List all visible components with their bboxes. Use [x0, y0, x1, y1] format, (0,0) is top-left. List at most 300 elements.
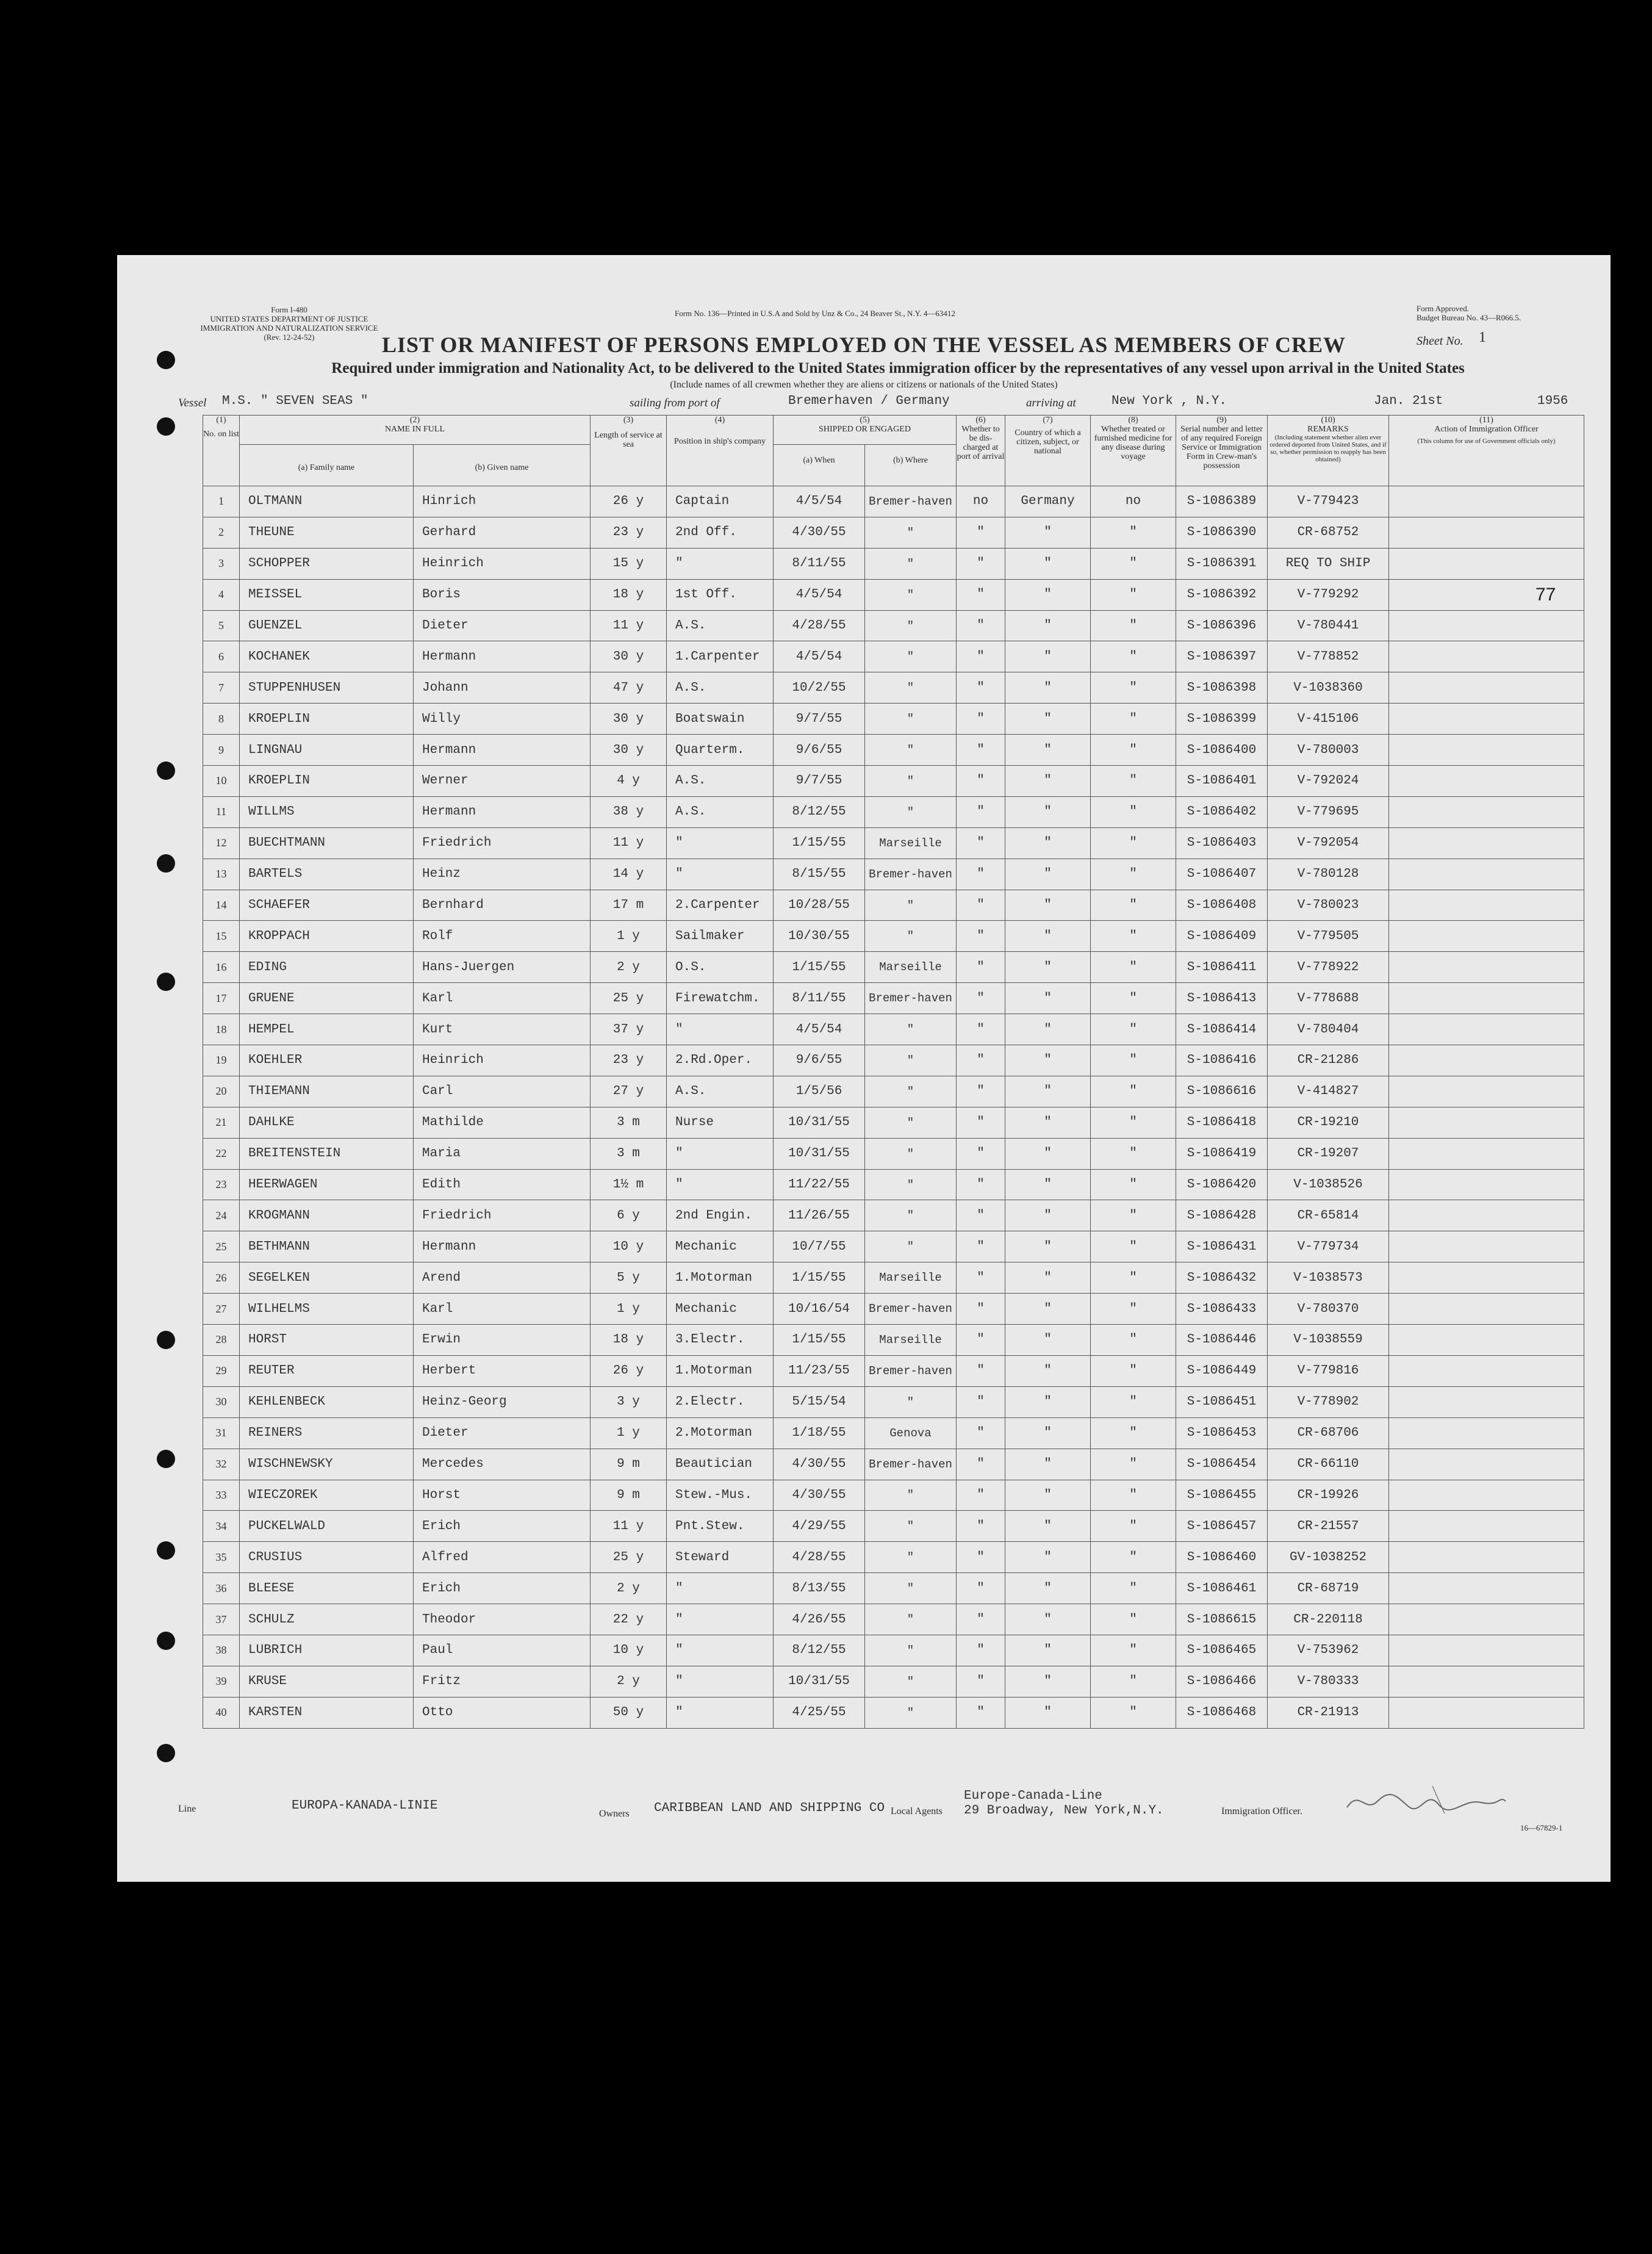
shipped-where-cell: " [865, 579, 957, 610]
serial-number-cell: S-1086419 [1176, 1138, 1268, 1169]
service-name: IMMIGRATION AND NATURALIZATION SERVICE [200, 323, 378, 333]
officer-action-cell [1389, 610, 1584, 641]
medicine-cell: " [1091, 921, 1176, 952]
service-length-cell: 23 y [591, 517, 667, 548]
officer-action-cell [1389, 1262, 1584, 1294]
country-cell: " [1005, 641, 1091, 672]
shipped-where-cell: " [865, 1511, 957, 1542]
given-name-cell: Karl [414, 1294, 591, 1325]
discharged-cell: " [957, 1169, 1005, 1200]
table-row [203, 704, 1584, 735]
remarks-cell: CR-68706 [1268, 1417, 1389, 1449]
family-name-cell: BETHMANN [240, 1231, 414, 1262]
serial-number-cell: S-1086403 [1176, 827, 1268, 859]
service-length-cell: 47 y [591, 672, 667, 704]
given-name-cell: Dieter [414, 610, 591, 641]
row-number-cell: 40 [203, 1697, 240, 1728]
shipped-when-cell: 1/5/56 [774, 1076, 865, 1107]
service-length-cell: 50 y [591, 1697, 667, 1728]
family-name-cell: REINERS [240, 1417, 414, 1449]
officer-action-cell [1389, 1542, 1584, 1573]
discharged-cell: " [957, 1635, 1005, 1666]
position-cell: Boatswain [667, 704, 774, 735]
position-cell: Steward [667, 1542, 774, 1573]
serial-number-cell: S-1086409 [1176, 921, 1268, 952]
vessel-label: Vessel [178, 397, 207, 409]
family-name-cell: CRUSIUS [240, 1542, 414, 1573]
serial-number-cell: S-1086454 [1176, 1449, 1268, 1480]
shipped-where-cell: " [865, 1542, 957, 1573]
medicine-cell: " [1091, 1355, 1176, 1386]
remarks-cell: V-778688 [1268, 983, 1389, 1014]
discharged-cell: " [957, 1014, 1005, 1045]
shipped-when-cell: 5/15/54 [774, 1386, 865, 1417]
given-name-cell: Heinrich [414, 548, 591, 579]
service-length-cell: 4 y [591, 766, 667, 797]
shipped-where-cell: " [865, 766, 957, 797]
table-row [203, 921, 1584, 952]
vessel-name: M.S. " SEVEN SEAS " [222, 394, 368, 408]
family-name-cell: EDING [240, 952, 414, 983]
family-name-cell: WIECZOREK [240, 1480, 414, 1511]
shipped-when-cell: 8/13/55 [774, 1573, 865, 1604]
given-name-cell: Friedrich [414, 1200, 591, 1231]
remarks-cell: V-1038573 [1268, 1262, 1389, 1294]
remarks-cell: V-780128 [1268, 859, 1389, 890]
remarks-cell: CR-68752 [1268, 517, 1389, 548]
service-length-cell: 11 y [591, 1511, 667, 1542]
col-number-header: (1) No. on list [203, 416, 240, 486]
shipped-where-cell: Marseille [865, 1262, 957, 1294]
given-name-cell: Hinrich [414, 486, 591, 517]
given-name-cell: Horst [414, 1480, 591, 1511]
remarks-cell: V-1038526 [1268, 1169, 1389, 1200]
country-cell: " [1005, 1697, 1091, 1728]
remarks-cell: V-792054 [1268, 827, 1389, 859]
discharged-cell: " [957, 1076, 1005, 1107]
family-name-cell: KROEPLIN [240, 766, 414, 797]
shipped-where-cell: " [865, 921, 957, 952]
row-number-cell: 14 [203, 890, 240, 921]
table-row [203, 1386, 1584, 1417]
service-length-cell: 3 m [591, 1138, 667, 1169]
given-name-cell: Erwin [414, 1325, 591, 1356]
medicine-cell: " [1091, 1542, 1176, 1573]
agents-value-1: Europe-Canada-Line [964, 1789, 1102, 1803]
shipped-where-cell: " [865, 1666, 957, 1697]
discharged-cell: " [957, 1200, 1005, 1231]
country-cell: " [1005, 548, 1091, 579]
remarks-cell: GV-1038252 [1268, 1542, 1389, 1573]
serial-number-cell: S-1086616 [1176, 1076, 1268, 1107]
service-length-cell: 37 y [591, 1014, 667, 1045]
service-length-cell: 18 y [591, 579, 667, 610]
position-cell: Beautician [667, 1449, 774, 1480]
family-name-cell: GRUENE [240, 983, 414, 1014]
shipped-where-cell: Marseille [865, 1325, 957, 1356]
family-name-cell: BLEESE [240, 1573, 414, 1604]
medicine-cell: " [1091, 983, 1176, 1014]
row-number-cell: 3 [203, 548, 240, 579]
discharged-cell: " [957, 890, 1005, 921]
discharged-cell: " [957, 983, 1005, 1014]
family-name-cell: DAHLKE [240, 1107, 414, 1138]
family-name-cell: HEERWAGEN [240, 1169, 414, 1200]
shipped-where-cell: " [865, 796, 957, 827]
medicine-cell: " [1091, 1262, 1176, 1294]
owners-value: CARIBBEAN LAND AND SHIPPING CO [654, 1801, 885, 1815]
serial-number-cell: S-1086416 [1176, 1045, 1268, 1076]
serial-number-cell: S-1086407 [1176, 859, 1268, 890]
country-cell: " [1005, 1045, 1091, 1076]
row-number-cell: 32 [203, 1449, 240, 1480]
medicine-cell: " [1091, 1294, 1176, 1325]
col-action-header: (11) Action of Immigration Officer (This column for use of Government officials only) [1389, 416, 1584, 486]
punch-hole [157, 417, 175, 436]
given-name-cell: Heinrich [414, 1045, 591, 1076]
remarks-cell: CR-65814 [1268, 1200, 1389, 1231]
family-name-cell: LUBRICH [240, 1635, 414, 1666]
family-name-cell: GUENZEL [240, 610, 414, 641]
country-cell: " [1005, 1635, 1091, 1666]
table-row [203, 1138, 1584, 1169]
medicine-cell: " [1091, 1511, 1176, 1542]
printer-line: Form No. 136—Printed in U.S.A and Sold by Unz & Co., 24 Beaver St., N.Y. 4—63412 [675, 309, 955, 318]
given-name-cell: Paul [414, 1635, 591, 1666]
shipped-when-cell: 9/7/55 [774, 766, 865, 797]
table-row [203, 735, 1584, 766]
shipped-where-cell: Marseille [865, 827, 957, 859]
medicine-cell: " [1091, 1325, 1176, 1356]
table-row [203, 1573, 1584, 1604]
position-cell: " [667, 1573, 774, 1604]
country-cell: Germany [1005, 486, 1091, 517]
given-name-cell: Mercedes [414, 1449, 591, 1480]
serial-number-cell: S-1086396 [1176, 610, 1268, 641]
table-row [203, 890, 1584, 921]
col-family-name-header: (a) Family name [240, 445, 414, 486]
margin-note: 77 [1535, 585, 1556, 605]
given-name-cell: Mathilde [414, 1107, 591, 1138]
medicine-cell: no [1091, 486, 1176, 517]
given-name-cell: Hermann [414, 1231, 591, 1262]
family-name-cell: THIEMANN [240, 1076, 414, 1107]
serial-number-cell: S-1086389 [1176, 486, 1268, 517]
given-name-cell: Arend [414, 1262, 591, 1294]
shipped-when-cell: 11/23/55 [774, 1355, 865, 1386]
discharged-cell: " [957, 766, 1005, 797]
remarks-cell: V-778852 [1268, 641, 1389, 672]
shipped-where-cell: " [865, 1169, 957, 1200]
family-name-cell: SCHAEFER [240, 890, 414, 921]
serial-number-cell: S-1086408 [1176, 890, 1268, 921]
serial-number-cell: S-1086401 [1176, 766, 1268, 797]
family-name-cell: WILHELMS [240, 1294, 414, 1325]
shipped-where-cell: " [865, 890, 957, 921]
shipped-when-cell: 9/6/55 [774, 735, 865, 766]
service-length-cell: 15 y [591, 548, 667, 579]
officer-action-cell [1389, 1666, 1584, 1697]
shipped-where-cell: Bremer-haven [865, 859, 957, 890]
given-name-cell: Hans-Juergen [414, 952, 591, 983]
given-name-cell: Bernhard [414, 890, 591, 921]
punch-hole [157, 1450, 175, 1468]
punch-hole [157, 1331, 175, 1349]
shipped-where-cell: Bremer-haven [865, 983, 957, 1014]
shipped-where-cell: Bremer-haven [865, 1294, 957, 1325]
service-length-cell: 2 y [591, 1666, 667, 1697]
discharged-cell: no [957, 486, 1005, 517]
officer-action-cell [1389, 548, 1584, 579]
shipped-when-cell: 8/12/55 [774, 1635, 865, 1666]
row-number-cell: 26 [203, 1262, 240, 1294]
country-cell: " [1005, 1480, 1091, 1511]
col-when-header: (a) When [774, 445, 865, 486]
family-name-cell: REUTER [240, 1355, 414, 1386]
remarks-cell: V-415106 [1268, 704, 1389, 735]
medicine-cell: " [1091, 796, 1176, 827]
approved-label: Form Approved. [1417, 304, 1469, 313]
page-title: LIST OR MANIFEST OF PERSONS EMPLOYED ON THE VESSEL AS MEMBERS OF CREW [382, 333, 1346, 357]
position-cell: A.S. [667, 672, 774, 704]
col-shipped-header: (5) SHIPPED OR ENGAGED [774, 416, 957, 445]
col-remarks-header: (10) REMARKS (Including statement whether alien ever ordered deported from United States, and if so, whether permission to reapply has been obtained) [1268, 416, 1389, 486]
shipped-where-cell: " [865, 1697, 957, 1728]
service-length-cell: 1 y [591, 921, 667, 952]
serial-number-cell: S-1086390 [1176, 517, 1268, 548]
serial-number-cell: S-1086398 [1176, 672, 1268, 704]
officer-action-cell [1389, 1604, 1584, 1635]
service-length-cell: 25 y [591, 1542, 667, 1573]
family-name-cell: WISCHNEWSKY [240, 1449, 414, 1480]
table-row [203, 1169, 1584, 1200]
shipped-when-cell: 4/5/54 [774, 486, 865, 517]
discharged-cell: " [957, 735, 1005, 766]
shipped-where-cell: " [865, 1604, 957, 1635]
row-number-cell: 15 [203, 921, 240, 952]
discharged-cell: " [957, 579, 1005, 610]
position-cell: Mechanic [667, 1231, 774, 1262]
serial-number-cell: S-1086392 [1176, 579, 1268, 610]
row-number-cell: 24 [203, 1200, 240, 1231]
position-cell: Mechanic [667, 1294, 774, 1325]
family-name-cell: HORST [240, 1325, 414, 1356]
table-row [203, 1635, 1584, 1666]
col-discharged-header: (6) Whether to be dis-charged at port of arrival [957, 416, 1005, 486]
subtitle: Required under immigration and Nationality Act, to be delivered to the United States immigration officer by the representatives of any vessel upon arrival in the United States [331, 360, 1465, 376]
position-cell: 1st Off. [667, 579, 774, 610]
given-name-cell: Carl [414, 1076, 591, 1107]
discharged-cell: " [957, 1511, 1005, 1542]
family-name-cell: LINGNAU [240, 735, 414, 766]
shipped-when-cell: 1/18/55 [774, 1417, 865, 1449]
discharged-cell: " [957, 1666, 1005, 1697]
position-cell: 2.Rd.Oper. [667, 1045, 774, 1076]
remarks-cell: V-780370 [1268, 1294, 1389, 1325]
country-cell: " [1005, 1200, 1091, 1231]
serial-number-cell: S-1086391 [1176, 548, 1268, 579]
country-cell: " [1005, 610, 1091, 641]
discharged-cell: " [957, 796, 1005, 827]
sailing-label: sailing from port of [630, 397, 720, 409]
given-name-cell: Maria [414, 1138, 591, 1169]
shipped-where-cell: " [865, 1200, 957, 1231]
table-row [203, 1262, 1584, 1294]
discharged-cell: " [957, 1294, 1005, 1325]
service-length-cell: 1 y [591, 1294, 667, 1325]
shipped-when-cell: 10/2/55 [774, 672, 865, 704]
country-cell: " [1005, 1014, 1091, 1045]
service-length-cell: 1 y [591, 1417, 667, 1449]
officer-action-cell [1389, 1200, 1584, 1231]
shipped-when-cell: 4/30/55 [774, 1480, 865, 1511]
family-name-cell: THEUNE [240, 517, 414, 548]
table-row [203, 859, 1584, 890]
shipped-when-cell: 11/26/55 [774, 1200, 865, 1231]
table-row [203, 1200, 1584, 1231]
country-cell: " [1005, 983, 1091, 1014]
punch-hole [157, 1541, 175, 1560]
officer-action-cell [1389, 672, 1584, 704]
position-cell: " [667, 827, 774, 859]
country-cell: " [1005, 1325, 1091, 1356]
officer-action-cell [1389, 517, 1584, 548]
position-cell: " [667, 1604, 774, 1635]
serial-number-cell: S-1086468 [1176, 1697, 1268, 1728]
service-length-cell: 30 y [591, 641, 667, 672]
position-cell: " [667, 548, 774, 579]
discharged-cell: " [957, 1386, 1005, 1417]
officer-action-cell [1389, 1169, 1584, 1200]
service-length-cell: 3 y [591, 1386, 667, 1417]
remarks-cell: CR-21913 [1268, 1697, 1389, 1728]
shipped-where-cell: " [865, 1635, 957, 1666]
table-row [203, 1480, 1584, 1511]
position-cell: 2.Motorman [667, 1417, 774, 1449]
table-row [203, 1231, 1584, 1262]
country-cell: " [1005, 672, 1091, 704]
discharged-cell: " [957, 921, 1005, 952]
family-name-cell: KRUSE [240, 1666, 414, 1697]
position-cell: Pnt.Stew. [667, 1511, 774, 1542]
line-value: EUROPA-KANADA-LINIE [292, 1799, 438, 1813]
serial-number-cell: S-1086400 [1176, 735, 1268, 766]
row-number-cell: 22 [203, 1138, 240, 1169]
service-length-cell: 3 m [591, 1107, 667, 1138]
position-cell: 2nd Engin. [667, 1200, 774, 1231]
arrival-date: Jan. 21st [1374, 394, 1443, 408]
shipped-when-cell: 10/31/55 [774, 1107, 865, 1138]
remarks-cell: V-778922 [1268, 952, 1389, 983]
sheet-number: 1 [1479, 329, 1486, 345]
family-name-cell: KEHLENBECK [240, 1386, 414, 1417]
row-number-cell: 5 [203, 610, 240, 641]
medicine-cell: " [1091, 1076, 1176, 1107]
serial-number-cell: S-1086402 [1176, 796, 1268, 827]
country-cell: " [1005, 1604, 1091, 1635]
shipped-when-cell: 8/11/55 [774, 983, 865, 1014]
remarks-cell: V-779816 [1268, 1355, 1389, 1386]
country-cell: " [1005, 1076, 1091, 1107]
table-row [203, 517, 1584, 548]
shipped-when-cell: 10/30/55 [774, 921, 865, 952]
position-cell: " [667, 1014, 774, 1045]
country-cell: " [1005, 1107, 1091, 1138]
shipped-where-cell: " [865, 1231, 957, 1262]
serial-number-cell: S-1086431 [1176, 1231, 1268, 1262]
position-cell: " [667, 1635, 774, 1666]
given-name-cell: Hermann [414, 641, 591, 672]
family-name-cell: BARTELS [240, 859, 414, 890]
given-name-cell: Gerhard [414, 517, 591, 548]
discharged-cell: " [957, 1107, 1005, 1138]
discharged-cell: " [957, 1138, 1005, 1169]
given-name-cell: Fritz [414, 1666, 591, 1697]
subnote: (Include names of all crewmen whether they are aliens or citizens or nationals of the United States) [670, 380, 1058, 390]
officer-action-cell [1389, 1635, 1584, 1666]
discharged-cell: " [957, 1262, 1005, 1294]
manifest-sheet [117, 255, 1611, 1882]
position-cell: Captain [667, 486, 774, 517]
medicine-cell: " [1091, 641, 1176, 672]
country-cell: " [1005, 1449, 1091, 1480]
table-row [203, 1076, 1584, 1107]
shipped-when-cell: 10/31/55 [774, 1666, 865, 1697]
service-length-cell: 26 y [591, 1355, 667, 1386]
form-number: Form I-480 [271, 305, 307, 314]
shipped-when-cell: 1/15/55 [774, 827, 865, 859]
officer-action-cell [1389, 641, 1584, 672]
family-name-cell: SCHOPPER [240, 548, 414, 579]
shipped-where-cell: " [865, 1480, 957, 1511]
position-cell: 2.Electr. [667, 1386, 774, 1417]
given-name-cell: Werner [414, 766, 591, 797]
remarks-cell: V-1038360 [1268, 672, 1389, 704]
row-number-cell: 27 [203, 1294, 240, 1325]
position-cell: 1.Motorman [667, 1262, 774, 1294]
position-cell: " [667, 859, 774, 890]
remarks-cell: CR-19210 [1268, 1107, 1389, 1138]
shipped-where-cell: " [865, 672, 957, 704]
service-length-cell: 11 y [591, 610, 667, 641]
owners-label: Owners [599, 1809, 630, 1819]
medicine-cell: " [1091, 579, 1176, 610]
remarks-cell: V-780404 [1268, 1014, 1389, 1045]
table-row [203, 486, 1584, 517]
remarks-cell: CR-68719 [1268, 1573, 1389, 1604]
family-name-cell: STUPPENHUSEN [240, 672, 414, 704]
country-cell: " [1005, 827, 1091, 859]
given-name-cell: Erich [414, 1573, 591, 1604]
row-number-cell: 21 [203, 1107, 240, 1138]
given-name-cell: Boris [414, 579, 591, 610]
shipped-when-cell: 4/25/55 [774, 1697, 865, 1728]
table-row [203, 1511, 1584, 1542]
shipped-where-cell: " [865, 1107, 957, 1138]
discharged-cell: " [957, 1697, 1005, 1728]
officer-action-cell [1389, 1417, 1584, 1449]
table-row [203, 672, 1584, 704]
punch-hole [157, 854, 175, 873]
form-approved [1417, 304, 1521, 322]
discharged-cell: " [957, 1045, 1005, 1076]
officer-action-cell [1389, 1045, 1584, 1076]
col-country-header: (7) Country of which a citizen, subject, or national [1005, 416, 1091, 486]
position-cell: Quarterm. [667, 735, 774, 766]
table-row [203, 766, 1584, 797]
medicine-cell: " [1091, 1635, 1176, 1666]
service-length-cell: 9 m [591, 1449, 667, 1480]
